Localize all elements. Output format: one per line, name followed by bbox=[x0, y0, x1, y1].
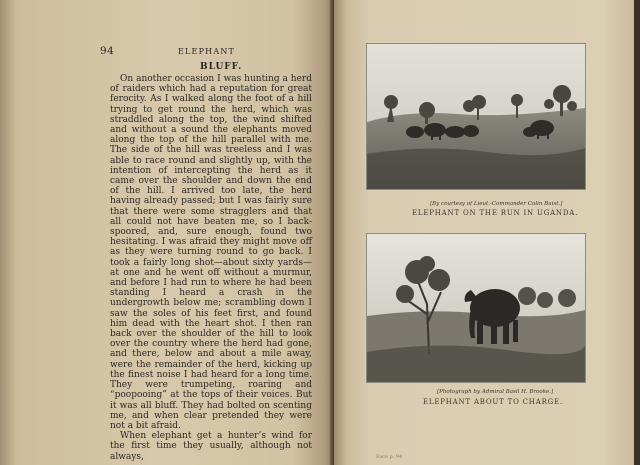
section-title: BLUFF. bbox=[200, 62, 243, 72]
book-edge bbox=[634, 0, 640, 465]
paragraph: On another occasion I was hunting a herd of raiders which had a reputation for great ferocity. As I walked along the foot of a hill trying to get round the herd, which was straddled along the top, the wind shifted and without a sound the elephants moved along the top of the hill parallel with me. The side of the hill was treeless and I was able to race round and slightly up, with the intention of intercepting the herd as it came over the shoulder and down the end of the hill. I arrived too late, the herd having already passed; but I was fairly sure that there were some stragglers and that all could not have beaten me, so I back-spoored, and, sure enough, found two hesitating. I was afraid they might move off as they were turning round to go back. I took a fairly long shot—about sixty yards—at one and he went off without a murmur, and before I had run to where he had been standing I heard a crash in the undergrowth below me; scrambling down I saw the soles of his feet first, and found him dead with the heart shot. I then ran back over the shoulder of the hill to look over the country where the herd had gone, and there, below and about a mile away, were the remainder of the herd, kicking up the finest noise I had heard for a long time. They were trumpeting, roaring and “poopooing” at the tops of their voices. But it was all bluff. They had bolted on scenting me, and when clear pretended they were not a bit afraid. bbox=[110, 74, 312, 431]
body-text bbox=[110, 74, 312, 462]
photo-caption: ELEPHANT ABOUT TO CHARGE. bbox=[423, 398, 563, 406]
page-number: 94 bbox=[100, 45, 115, 57]
running-head: ELEPHANT bbox=[178, 47, 236, 56]
plate-folio-note: Face p. 94 bbox=[376, 454, 403, 460]
photo-caption: ELEPHANT ON THE RUN IN UGANDA. bbox=[412, 209, 579, 217]
plate-photo-elephant-charge bbox=[366, 233, 586, 383]
paragraph: When elephant get a hunter’s wind for the first time they usually, although not always, bbox=[110, 431, 312, 462]
plate-photo-elephants-running bbox=[366, 43, 586, 190]
photo-credit: [Photograph by Admiral Basil H. Brooke.] bbox=[437, 389, 554, 395]
photo-credit: [By courtesy of Lieut.-Commander Colin Buist.] bbox=[430, 201, 563, 207]
